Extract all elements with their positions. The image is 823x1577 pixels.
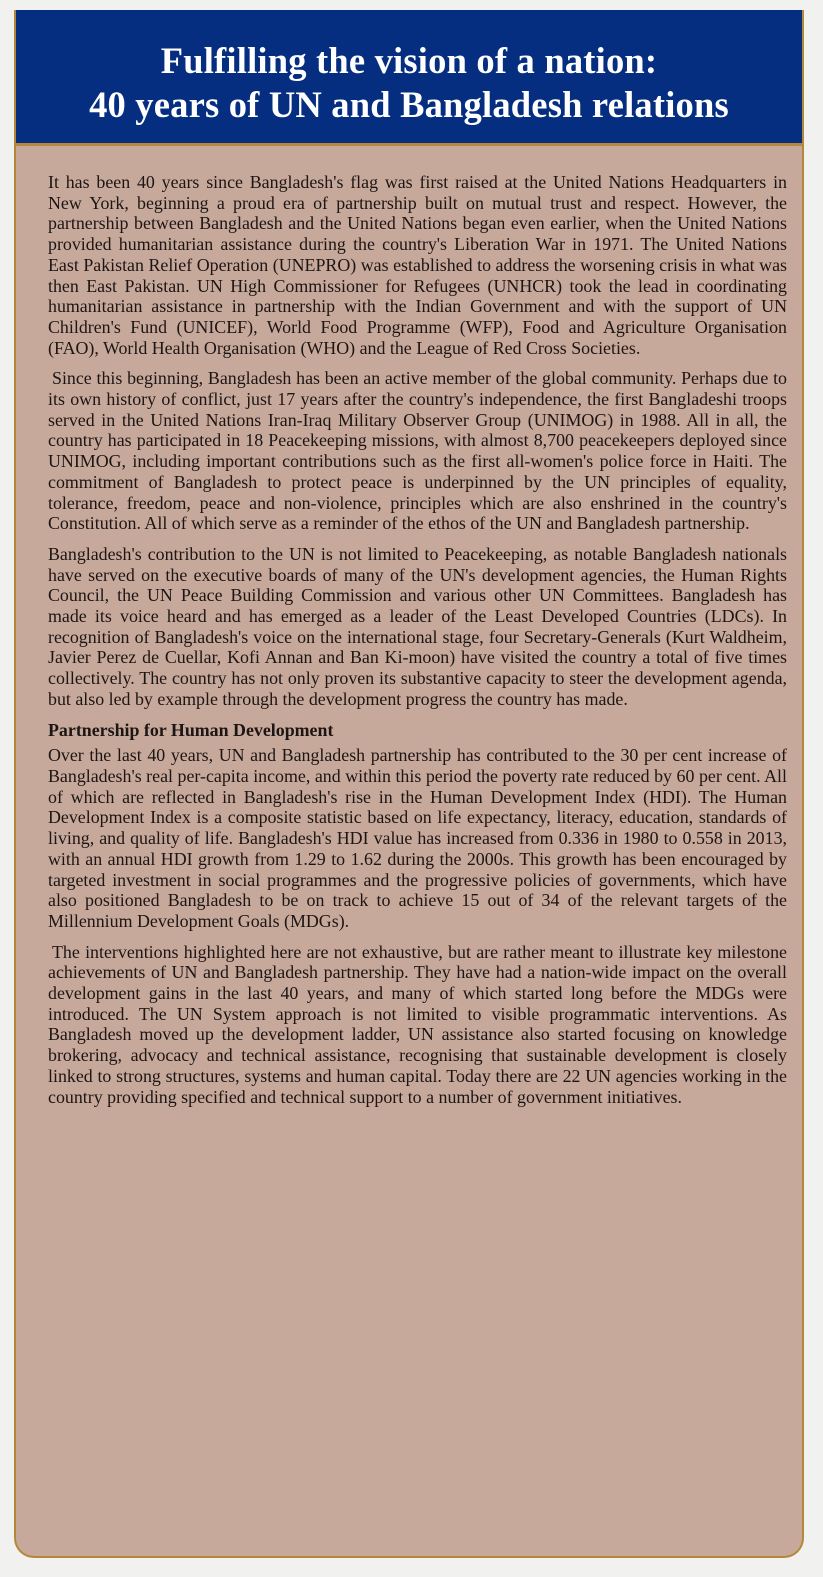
paragraph-un-contribution: Bangladesh's contribution to the UN is not limited to Peacekeeping, as notable Bangladesh nationals have served on the executive boards of many of the UN's development agencies, the Human Rights Council, the UN Peace Building Commission and various other UN Committees. Bangladesh has made its voice heard and has emerged as a leader of the Least Developed Countries (LDCs). In recognition of Bangladesh's voice on the international stage, four Secretary-Generals (Kurt Waldheim, Javier Perez de Cuellar, Kofi Annan and Ban Ki-moon) have visited the country a total of five times collectively. The country has not only proven its substantive capacity to steer the development agenda, but also led by example through the development progress the country has made. — [48, 543, 787, 709]
paragraph-peacekeeping: Since this beginning, Bangladesh has been an active member of the global community. Perhaps due to its own history of conflict, just 17 years after the country's independence, the first Bangladeshi troops served in the United Nations Iran-Iraq Military Observer Group (UNIMOG) in 1988. All in all, the country has participated in 18 Peacekeeping missions, with almost 8,700 peacekeepers deployed since UNIMOG, including important contributions such as the first all-women's police force in Haiti. The commitment of Bangladesh to protect peace is underpinned by the UN principles of equality, tolerance, freedom, peace and non-violence, principles which are also enshrined in the country's Constitution. All of which serve as a reminder of the ethos of the UN and Bangladesh partnership. — [48, 368, 787, 534]
paragraph-interventions: The interventions highlighted here are not exhaustive, but are rather meant to illustrate key milestone achievements of UN and Bangladesh partnership. They have had a nation-wide impact on the overall development gains in the last 40 years, and many of which started long before the MDGs were introduced. The UN System approach is not limited to visible programmatic interventions. As Bangladesh moved up the development ladder, UN assistance also started focusing on knowledge brokering, advocacy and technical assistance, recognising that sustainable development is closely linked to strong structures, systems and human capital. Today there are 22 UN agencies working in the country providing specified and technical support to a number of government initiatives. — [48, 941, 787, 1107]
article-panel — [14, 10, 804, 1558]
paragraph-human-development: Over the last 40 years, UN and Bangladesh partnership has contributed to the 30 per cent increase of Bangladesh's real per-capita income, and within this period the poverty rate reduced by 60 per cent. All of which are reflected in Bangladesh's rise in the Human Development Index (HDI). The Human Development Index is a composite statistic based on life expectancy, literacy, education, standards of living, and quality of life. Bangladesh's HDI value has increased from 0.336 in 1980 to 0.558 in 2013, with an annual HDI growth from 1.29 to 1.62 during the 2000s. This growth has been encouraged by targeted investment in social programmes and the progressive policies of governments, which have also positioned Bangladesh to be on track to achieve 15 out of 34 of the relevant targets of the Millennium Development Goals (MDGs). — [48, 745, 787, 931]
article-title-line-2: 40 years of UN and Bangladesh relations — [89, 84, 729, 125]
article-title-line-1: Fulfilling the vision of a nation: — [160, 40, 658, 81]
paragraph-un-bangladesh-history: It has been 40 years since Bangladesh's flag was first raised at the United Nations Headquarters in New York, beginning a proud era of partnership built on mutual trust and respect. However, the partnership between Bangladesh and the United Nations began even earlier, when the United Nations provided humanitarian assistance during the country's Liberation War in 1971. The United Nations East Pakistan Relief Operation (UNEPRO) was established to address the worsening crisis in what was then East Pakistan. UN High Commissioner for Refugees (UNHCR) took the lead in coordinating humanitarian assistance in partnership with the Indian Government and with the support of UN Children's Fund (UNICEF), World Food Programme (WFP), Food and Agriculture Organisation (FAO), World Health Organisation (WHO) and the League of Red Cross Societies. — [48, 172, 787, 358]
subheading-human-development: Partnership for Human Development — [48, 719, 334, 740]
article-body — [48, 172, 787, 1117]
article-header — [16, 10, 802, 146]
